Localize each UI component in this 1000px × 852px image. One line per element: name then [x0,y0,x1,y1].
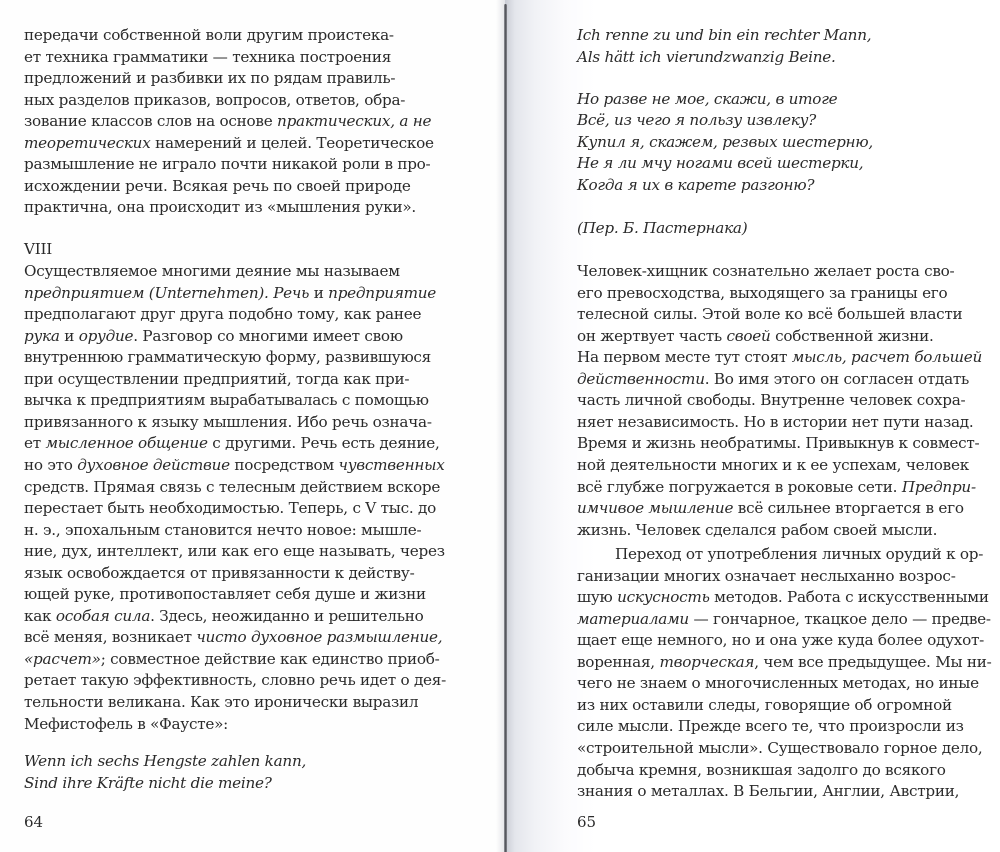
text-run: чего не знаем о многочисленных методах, но иные [577,674,979,693]
text-line [24,326,403,348]
text-run: как [24,606,56,625]
text-run: тельности великана. Как это иронически выразил [24,693,419,711]
italic-run: Предпри- [901,477,976,496]
text-line [24,261,400,283]
text-run: ние, дух, интеллект, или как его еще называть, через [24,542,445,561]
text-run: средств. Прямая связь с телесным действием вскоре [24,477,441,496]
text-run: ганизации многих означает неслыханно возрос- [577,566,956,585]
text-run: — гончарное, ткацкое дело — предве- [688,609,991,628]
text-run: перестает быть необходимостью. Теперь, с V тыс. до [24,499,436,518]
text-line [577,781,959,803]
italic-run: предприятием (Unternehmen). Речь [24,283,310,302]
text-run: всё меняя, возникает [24,628,197,647]
page-number-right: 65 [577,813,597,831]
text-run: ных разделов приказов, вопросов, ответов, обра- [24,90,406,109]
text-line [24,692,418,714]
section-heading: VIII [24,240,52,258]
text-line [577,304,962,326]
text-line [577,455,969,477]
text-line [577,347,982,369]
text-line [577,412,973,434]
text-line [24,455,445,477]
text-run: . Во имя этого он согласен отдать [704,369,970,388]
text-line [577,544,983,566]
verse-line: Wenn ich sechs Hengste zahlen kann, [24,752,307,770]
text-line [577,609,991,631]
text-line [24,541,445,563]
italic-run: творческая [659,652,755,671]
italic-run: чисто духовное размышление, [196,628,443,647]
text-line [24,68,395,90]
text-run: с другими. Речь есть деяние, [207,434,440,453]
text-run: ретает такую эффективность, словно речь идет о дея- [24,671,447,690]
italic-run: особая сила [55,606,151,625]
text-line [577,716,964,738]
text-run: «строительной мысли». Существовало горное дело, [577,738,983,757]
verse-line: Купил я, скажем, резвых шестерню, [577,133,874,151]
verse-line: Когда я их в карете разгоню? [577,176,815,194]
text-line [24,520,421,542]
text-run: размышление не играло почти никакой роли в про- [24,155,431,174]
text-line [24,563,414,585]
text-run: ющей руке, противопоставляет себя душе и жизни [24,585,426,604]
italic-run: действенности [577,369,705,388]
text-run: он жертвует часть [577,326,727,345]
text-line [577,369,969,391]
text-run: ; совместное действие как единство приоб- [100,649,440,668]
text-run: предполагают друг друга подобно тому, как ранее [24,305,422,324]
text-line [24,197,416,219]
italic-run: практических, а не [277,112,432,131]
text-run: предложений и разбивки их по рядам правиль- [24,69,396,88]
text-run: зование классов слов на основе [24,112,278,131]
text-run: , чем все предыдущее. Мы ни- [754,652,992,671]
text-run: намерений и целей. Теоретическое [150,133,434,152]
text-line [24,670,446,692]
text-line [24,47,391,69]
text-run: телесной силы. Этой воле ко всё большей власти [577,305,963,324]
text-line [577,695,952,717]
text-run: жизнь. Человек сделался рабом своей мысли. [577,520,938,539]
text-line [577,261,954,283]
italic-run: материалами [577,609,689,628]
text-run: няет независимость. Но в истории нет пути назад. [577,412,974,431]
text-run: его превосходства, выходящего за границы его [577,283,948,302]
text-run: н. э., эпохальным становится нечто новое: мышле- [24,520,422,539]
text-line [24,649,440,671]
verse-line: Ich renne zu und bin ein rechter Mann, [577,26,872,44]
text-run: ной деятельности многих и к ее успехам, человек [577,455,969,474]
text-run: ет техника грамматики — техника построения [24,47,392,66]
text-line [24,90,405,112]
text-run: . Здесь, неожиданно и решительно [150,606,424,625]
text-run: Осуществляемое многими деяние мы называем [24,262,400,280]
text-run: собственной жизни. [770,326,934,345]
text-line [577,520,937,542]
text-line [577,326,934,348]
text-line [577,738,982,760]
text-line [24,304,421,326]
text-run: силе мысли. Прежде всего те, что произросли из [577,717,964,736]
text-run: шую [577,588,618,607]
translator-note: (Пер. Б. Пастернака) [577,219,748,237]
verse-line: Всё, из чего я пользу извлеку? [577,111,817,129]
text-line [24,283,436,305]
text-line [577,630,984,652]
text-line [577,673,979,695]
text-run: вычка к предприятиям вырабатывалась с помощью [24,391,429,410]
text-line [24,714,228,736]
book-spine [504,4,507,852]
text-line [577,566,956,588]
text-run: из них оставили следы, говорящие об огромной [577,695,952,714]
text-run: посредством [229,455,339,474]
italic-run: мысль, расчет большей [791,348,983,367]
text-run: передачи собственной воли другим проистека- [24,26,394,44]
text-line [24,584,426,606]
text-run: Мефистофель в «Фаусте»: [24,714,229,733]
text-line [577,760,946,782]
italic-run: предприятие [328,283,437,302]
text-run: часть личной свободы. Внутренне человек сохра- [577,391,966,410]
italic-run: духовное действие [77,455,230,474]
text-line [577,390,965,412]
text-run: привязанного к языку мышления. Ибо речь означа- [24,412,432,431]
italic-run: своей [726,326,771,345]
text-run: Человек-хищник сознательно желает роста сво- [577,262,955,280]
text-line [24,369,409,391]
text-line [577,587,989,609]
text-line [577,652,992,674]
text-line [577,283,947,305]
text-run: всё сильнее вторгается в его [733,499,964,518]
text-run: методов. Работа с искусственными [709,588,989,607]
italic-run: теоретических [24,133,151,152]
text-line [577,498,964,520]
text-line [24,25,394,47]
text-run: Переход от употребления личных орудий к ор- [615,545,984,563]
text-run: исхождении речи. Всякая речь по своей природе [24,176,411,195]
text-run: . Разговор со многими имеет свою [133,326,403,345]
text-line [24,154,430,176]
text-line [24,627,442,649]
text-line [24,477,440,499]
text-run: практична, она происходит из «мышления руки». [24,198,416,217]
text-run: воренная, [577,652,660,671]
text-run: при осуществлении предприятий, тогда как при- [24,369,410,388]
text-run: На первом месте тут стоят [577,348,792,367]
text-line [24,412,432,434]
text-line [577,477,976,499]
italic-run: мысленное общение [45,434,208,453]
text-run: добыча кремня, возникшая задолго до всякого [577,760,946,779]
italic-run: искусность [617,588,710,607]
text-line [24,111,431,133]
text-line [24,390,429,412]
italic-run: чувственных [338,455,445,474]
italic-run: имчивое мышление [577,499,734,518]
text-line [577,433,979,455]
text-line [24,133,434,155]
text-run: всё глубже погружается в роковые сети. [577,477,902,496]
text-run: знания о металлах. В Бельгии, Англии, Австрии, [577,782,960,801]
verse-line: Но разве не мое, скажи, в итоге [577,90,838,108]
text-run: язык освобождается от привязанности к действу- [24,563,415,582]
text-run: Время и жизнь необратимы. Привыкнув к совмест- [577,434,980,453]
page-number-left: 64 [24,813,44,831]
italic-run: рука [24,326,60,345]
text-run: щает еще немного, но и она уже куда более одухот- [577,631,985,650]
text-line [24,433,440,455]
verse-line: Als hätt ich vierundzwanzig Beine. [577,48,836,66]
text-run: и [309,283,329,302]
italic-run: орудие [78,326,134,345]
text-line [24,347,431,369]
italic-run: «расчет» [24,649,101,668]
text-line [24,498,436,520]
text-run: ет [24,434,46,453]
text-run: но это [24,455,78,474]
verse-line: Sind ihre Kräfte nicht die meine? [24,774,272,792]
text-run: и [59,326,79,345]
verse-line: Не я ли мчу ногами всей шестерки, [577,154,864,172]
text-run: внутреннюю грамматическую форму, развившуюся [24,348,431,367]
text-line [24,176,411,198]
text-line [24,606,423,628]
